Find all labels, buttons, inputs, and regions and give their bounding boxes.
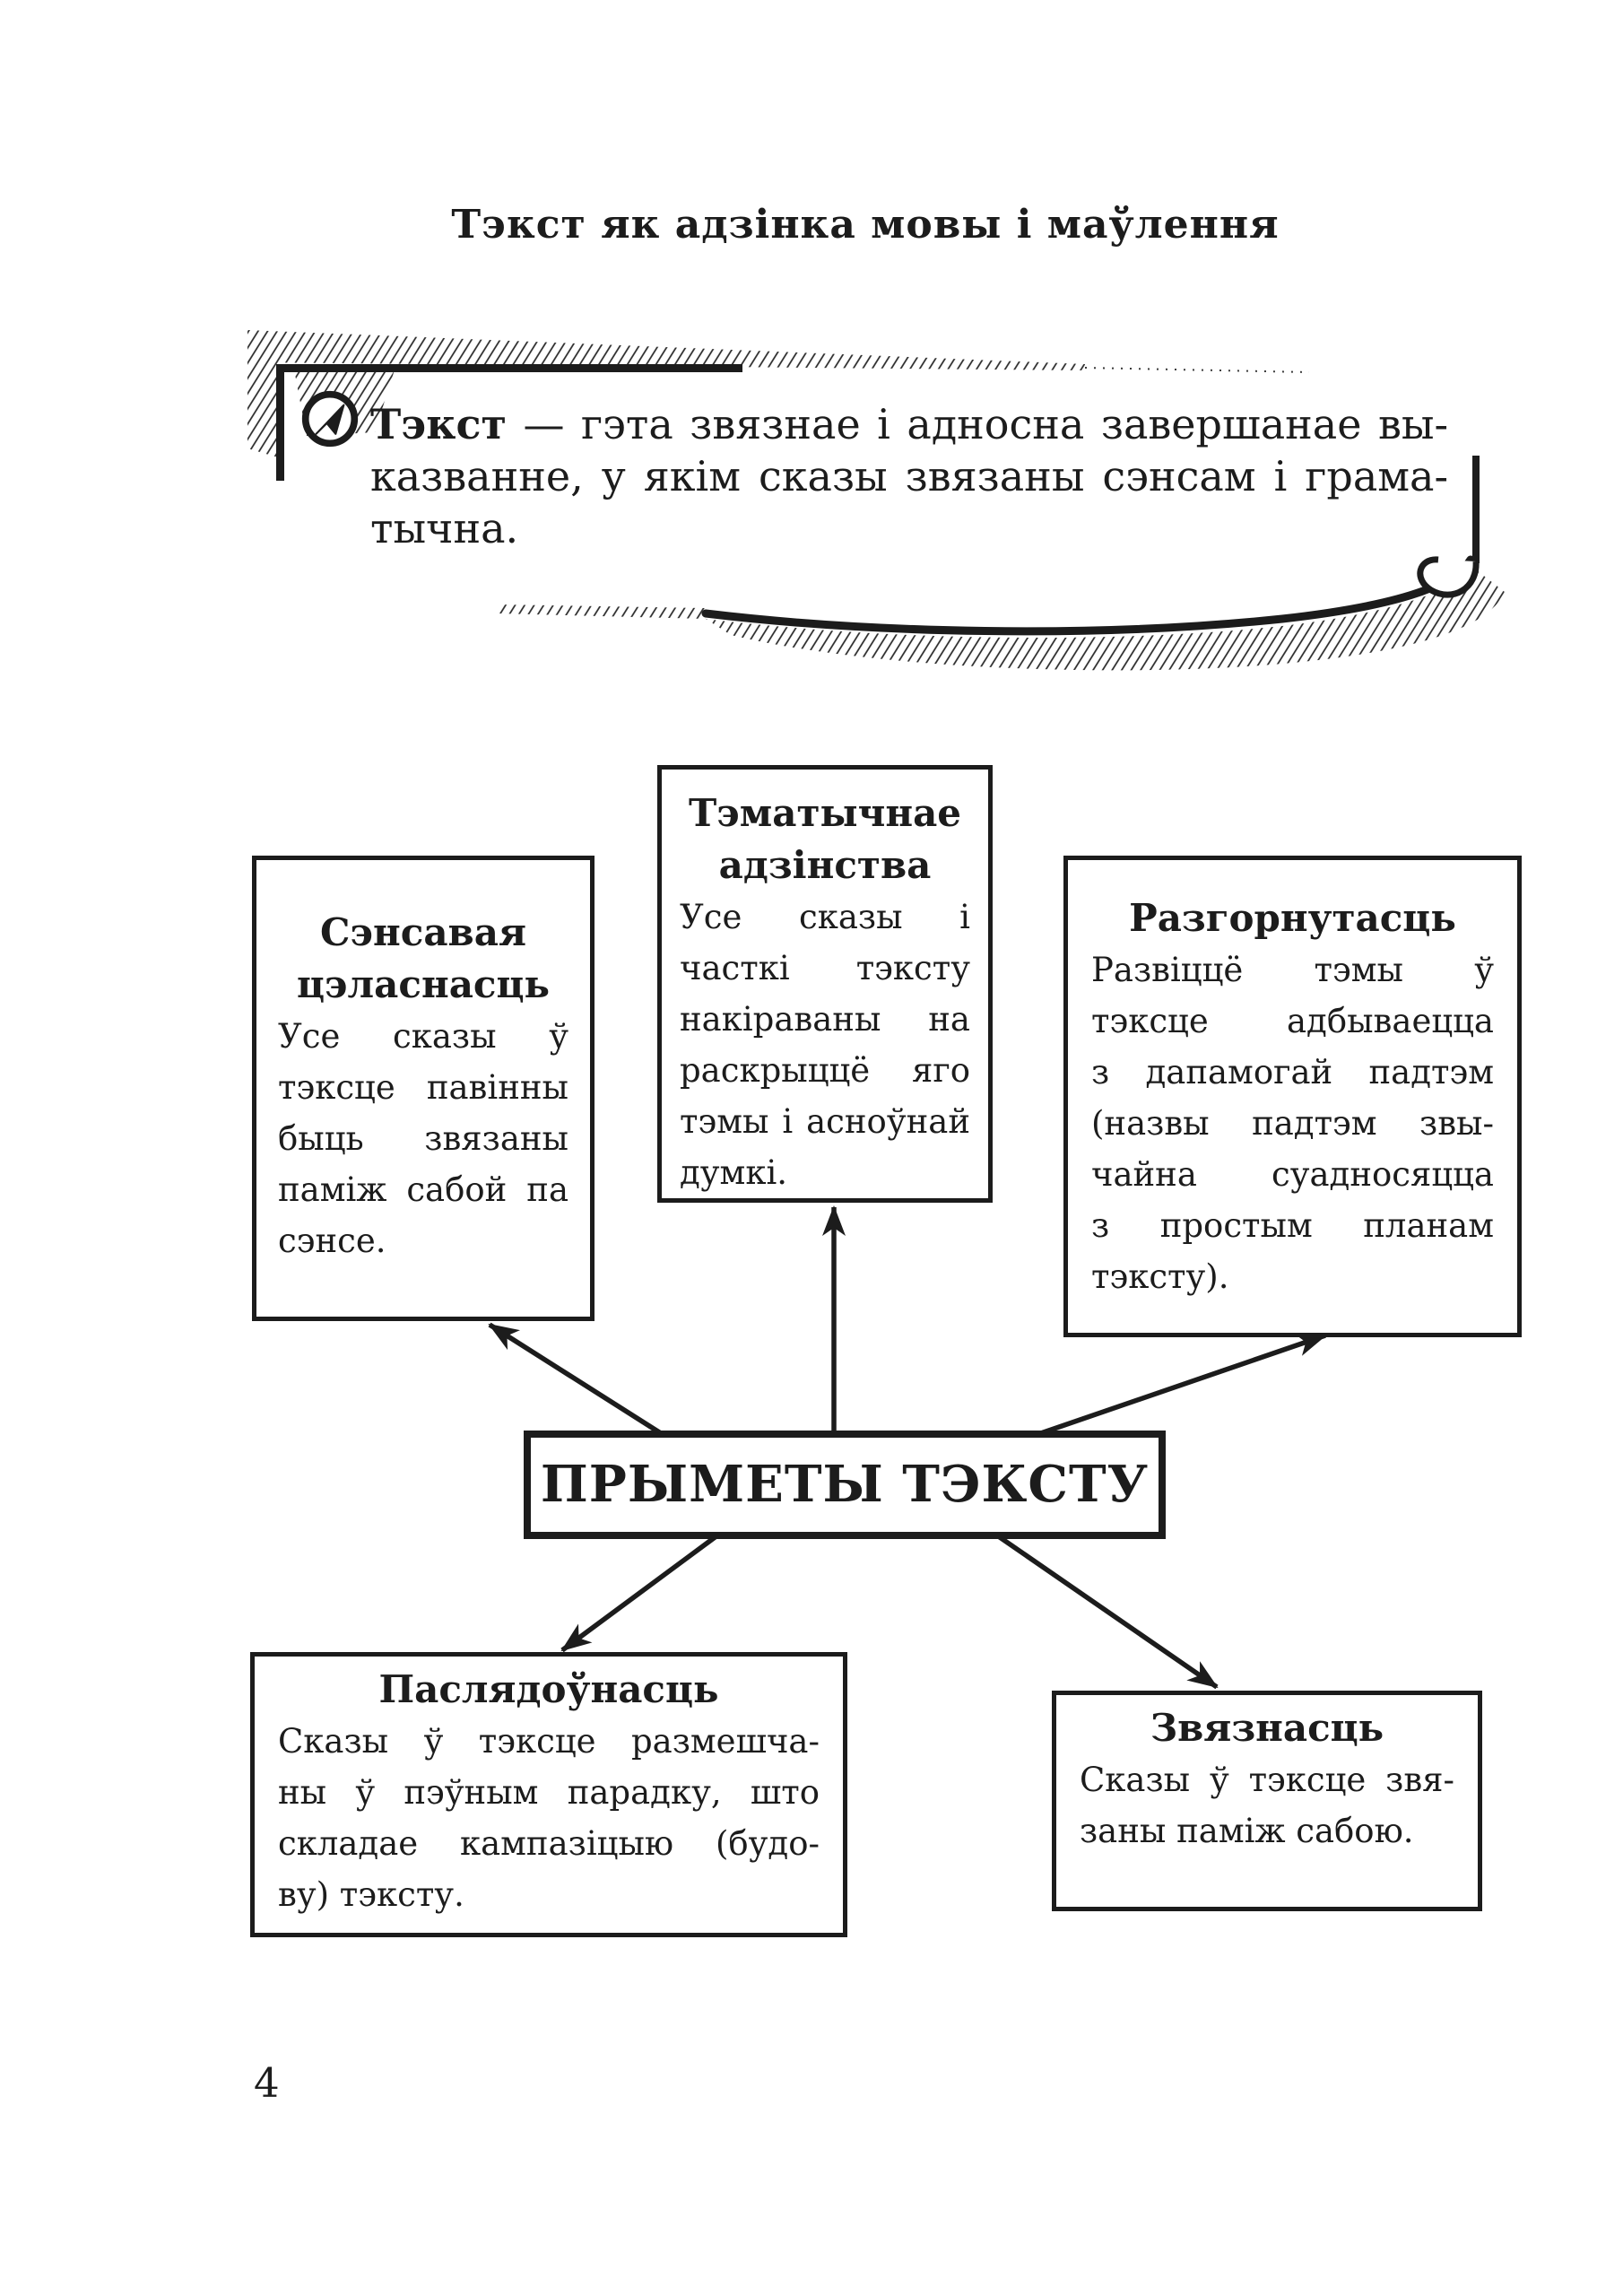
text-line: адзінства (718, 843, 932, 887)
definition-line (370, 398, 1448, 450)
text-line: Развіццё тэмы ў (1091, 951, 1494, 989)
text-line: (назвы падтэм звы- (1091, 1104, 1494, 1143)
definition-line: казванне, у якім сказы звязаны сэнсам і грама- (370, 452, 1448, 500)
text-line: паміж сабой па (278, 1170, 568, 1209)
box-body (1056, 1754, 1478, 1857)
text-line: Сказы ў тэксце звя- (1080, 1761, 1454, 1799)
box-cohesion (1052, 1691, 1482, 1911)
text-line: Паслядоўнасць (378, 1667, 719, 1711)
box-elaboration (1063, 856, 1522, 1337)
text-line: сэнсе. (278, 1222, 386, 1260)
corner-line-vertical (276, 364, 284, 481)
text-line: з дапамогай падтэм (1091, 1053, 1494, 1091)
text-line: Звязнасць (1150, 1706, 1384, 1750)
definition-line1-rest: — гэта звязнае і адносна завершанае вы- (506, 400, 1448, 448)
box-title (1068, 892, 1517, 944)
text-line: ву) тэксту. (278, 1875, 464, 1914)
text-line: чайна суадносяцца (1091, 1155, 1494, 1194)
text-line: быць звязаны (278, 1119, 568, 1158)
circled-paper-plane-icon (299, 387, 361, 450)
text-line: тэксце адбываецца (1091, 1002, 1494, 1040)
box-sense-integrity (252, 856, 595, 1321)
right-edge-line (1472, 456, 1480, 563)
text-line: часткі тэксту (680, 949, 970, 987)
text-line: тэмы і асноўнай (680, 1102, 970, 1141)
text-line: Сказы ў тэксце размешча- (278, 1722, 820, 1761)
hatch-band-top-dots (1085, 368, 1309, 372)
text-line: Сэнсавая (320, 910, 526, 954)
text-line: думкі. (680, 1153, 788, 1192)
box-title (255, 1664, 843, 1716)
arrow-up-right (1036, 1335, 1325, 1435)
corner-line-horizontal (276, 364, 742, 372)
text-line: складае кампазіцыю (будо- (278, 1824, 820, 1863)
box-thematic-unity (657, 765, 993, 1203)
arrow-up-left (490, 1325, 664, 1435)
box-sequence (250, 1652, 847, 1937)
text-line: цэласнасць (296, 962, 551, 1006)
page-title: Тэкст як адзінка мовы і маўлення (451, 202, 1280, 248)
text-line: накіраваны на (680, 1000, 970, 1039)
box-body (662, 891, 988, 1198)
box-body (255, 1716, 843, 1920)
text-line: з простым планам (1091, 1206, 1494, 1245)
text-line: ны ў пэўным парадку, што (278, 1773, 820, 1812)
hatch-wedge-left (247, 330, 278, 457)
page-curl-loop (1420, 560, 1476, 595)
definition-line: тычна. (370, 504, 519, 552)
box-body (1068, 944, 1517, 1302)
text-line: Усе сказы і (680, 898, 970, 936)
text-line: тэксце павінны (278, 1068, 568, 1107)
box-body (256, 1011, 590, 1266)
text-line: тэксту). (1091, 1257, 1229, 1296)
text-line: Усе сказы ў (278, 1017, 568, 1056)
definition-term: Тэкст (370, 400, 507, 448)
text-line: раскрыццё яго (680, 1051, 970, 1090)
arrow-down-right (997, 1535, 1217, 1687)
box-title (662, 787, 988, 891)
box-title (256, 907, 590, 1011)
text-line: Разгорнутасць (1129, 896, 1456, 940)
text-line: Тэматычнае (688, 791, 962, 835)
hatch-band-bottom (706, 567, 1505, 670)
definition-text (370, 398, 1448, 554)
text-line: заны паміж сабою. (1080, 1812, 1414, 1850)
box-text-features-central: ПРЫМЕТЫ ТЭКСТУ (524, 1431, 1166, 1539)
box-title (1056, 1702, 1478, 1754)
arrow-down-left (562, 1535, 717, 1650)
page-number: 4 (254, 2059, 280, 2107)
hatch-sliver-left (498, 604, 706, 619)
